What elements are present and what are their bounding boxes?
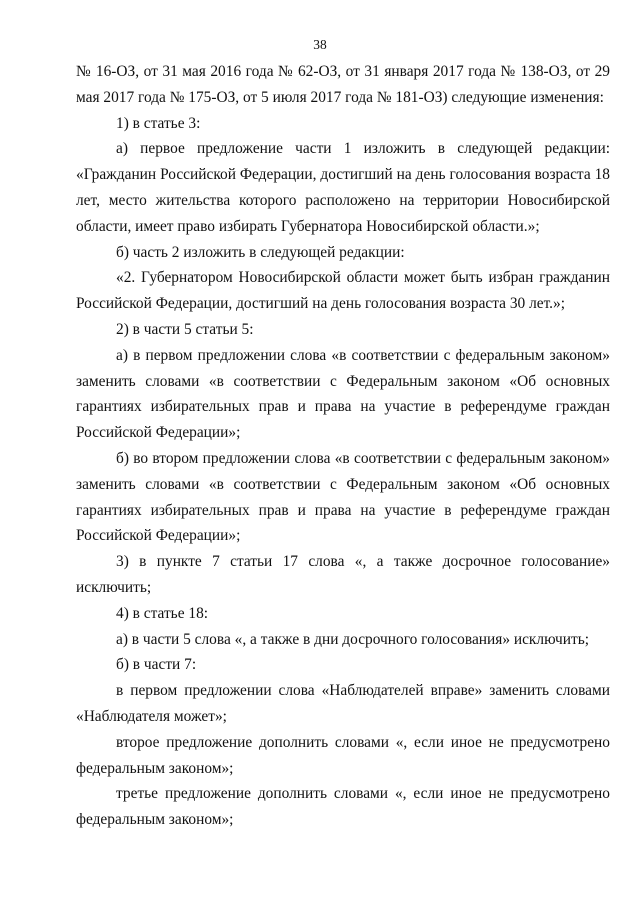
paragraph: б) в части 7: (116, 656, 197, 674)
paragraph: третье предложение дополнить словами «, если иное не предусмотрено федеральным законом»; (76, 785, 610, 829)
paragraph: 4) в статье 18: (116, 604, 209, 622)
paragraph: в первом предложении слова «Наблюдателей вправе» заменить словами «Наблюдателя может»; (76, 682, 610, 725)
paragraph: 2) в части 5 статьи 5: (116, 320, 254, 338)
page-number: 38 (313, 37, 327, 52)
paragraph: второе предложение дополнить словами «, если иное не предусмотрено федеральным законом»; (76, 733, 610, 777)
paragraph: б) во втором предложении слова «в соответствии с федеральным законом» заменить словами «в соответствии с Федеральным законом «Об основных гарантиях избирательных прав и права на участие в референдуме граждан Российской Федерации»; (76, 449, 610, 545)
paragraph: № 16-ОЗ, от 31 мая 2016 года № 62-ОЗ, от 31 января 2017 года № 138-ОЗ, от 29 мая 2017 года № 175-ОЗ, от 5 июля 2017 года № 181-ОЗ) следующие изменения: (76, 63, 610, 106)
paragraph: а) в части 5 слова «, а также в дни досрочного голосования» исключить; (116, 630, 589, 648)
paragraph: 3) в пункте 7 статьи 17 слова «, а также досрочное голосование» исключить; (76, 553, 610, 596)
paragraph: 1) в статье 3: (116, 114, 201, 132)
paragraph: а) первое предложение части 1 изложить в следующей редакции: «Гражданин Российской Федерации, достигший на день голосования возраста 18 лет, место жительства которого расположено на территории Новосибирской области, имеет право избирать Губернатора Новосибирской области.»; (76, 140, 610, 235)
paragraph: б) часть 2 изложить в следующей редакции: (116, 243, 405, 261)
paragraph: а) в первом предложении слова «в соответствии с федеральным законом» заменить словами «в соответствии с Федеральным законом «Об основных гарантиях избирательных прав и права на участие в референдуме граждан Российской Федерации»; (76, 346, 610, 442)
paragraph: «2. Губернатором Новосибирской области может быть избран гражданин Российской Федерации, достигший на день голосования возраста 30 лет.»; (76, 269, 610, 313)
document-body (76, 59, 610, 833)
